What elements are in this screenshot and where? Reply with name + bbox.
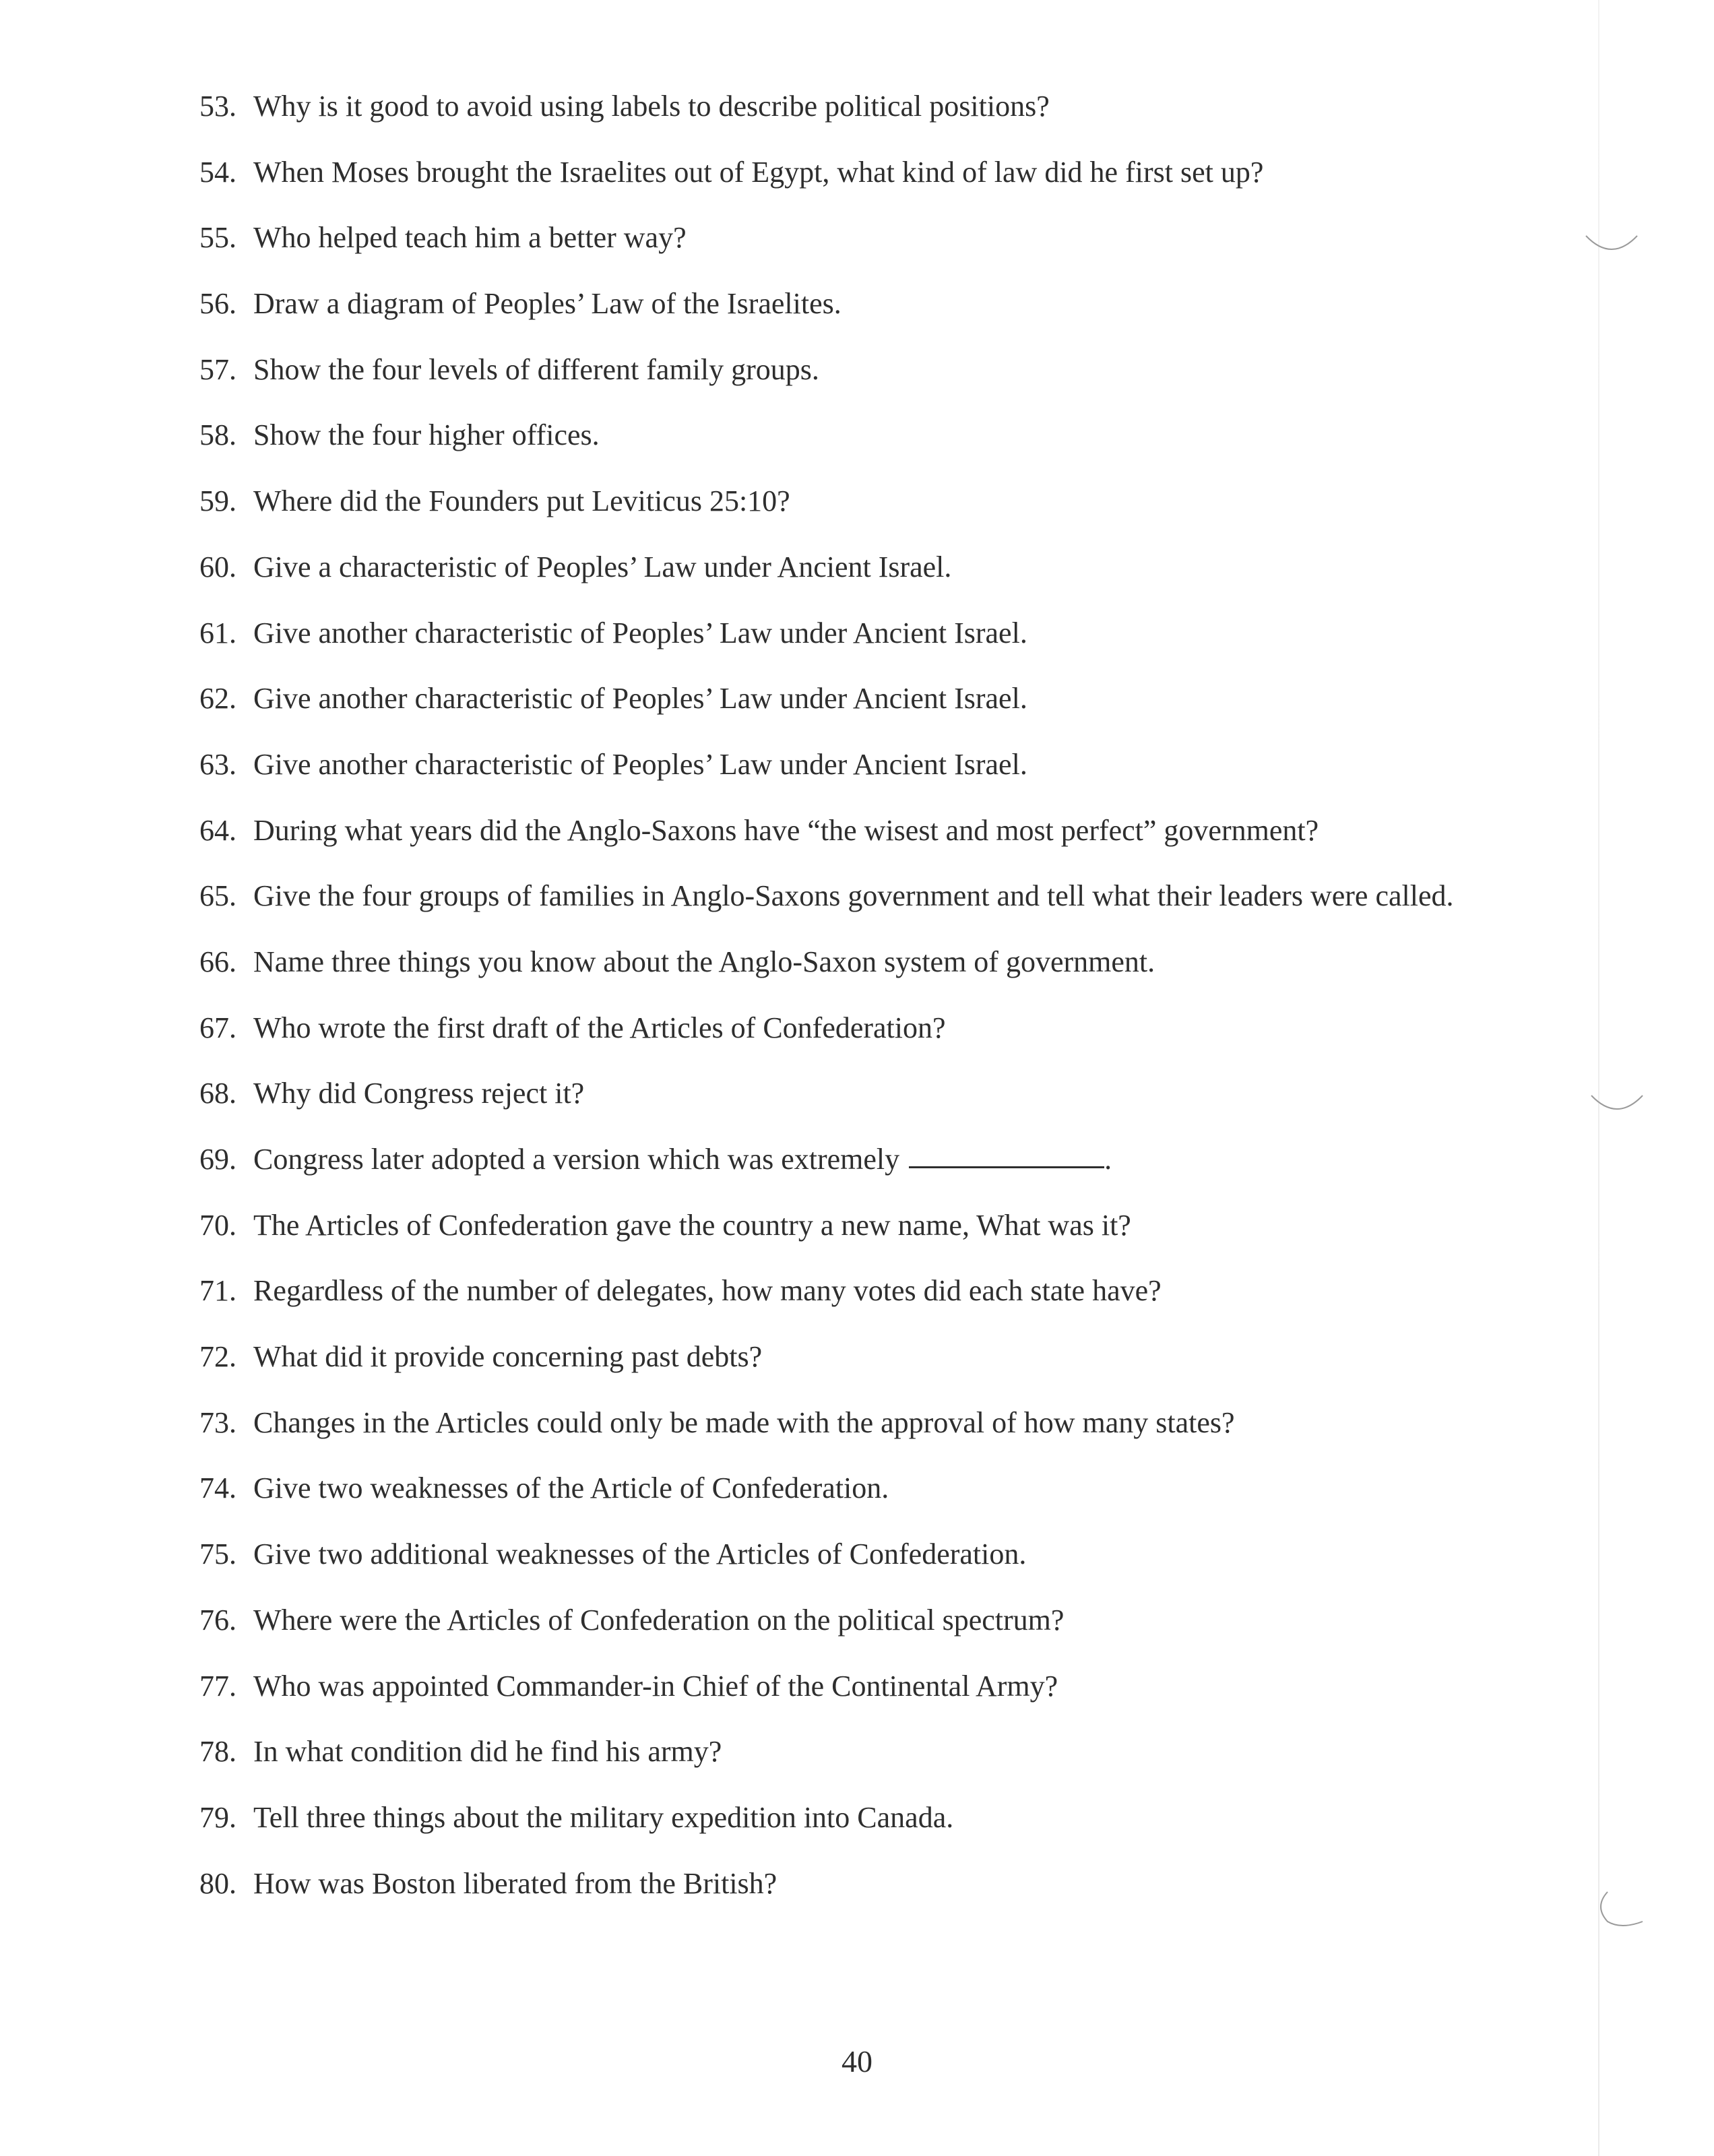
question-text: Give two weaknesses of the Article of Confederation. xyxy=(253,1471,889,1505)
question-item xyxy=(199,218,1547,284)
question-number: 56. xyxy=(199,287,236,321)
question-text: Why did Congress reject it? xyxy=(253,1077,585,1110)
question-text: When Moses brought the Israelites out of Egypt, what kind of law did he first set up? xyxy=(253,155,1264,189)
question-item xyxy=(199,547,1547,613)
question-number: 54. xyxy=(199,155,236,189)
question-text: During what years did the Anglo-Saxons have “the wisest and most perfect” government? xyxy=(253,813,1319,847)
question-item xyxy=(199,415,1547,481)
question-item xyxy=(199,1534,1547,1600)
question-text: Give two additional weaknesses of the Articles of Confederation. xyxy=(253,1537,1027,1571)
question-item xyxy=(199,284,1547,350)
question-text: Changes in the Articles could only be made with the approval of how many states? xyxy=(253,1405,1235,1439)
question-item xyxy=(199,1864,1547,1930)
question-number: 63. xyxy=(199,747,236,781)
question-item xyxy=(199,678,1547,744)
question-text: Give the four groups of families in Anglo-Saxons government and tell what their leaders were called. xyxy=(253,879,1454,913)
question-number: 68. xyxy=(199,1077,236,1110)
question-text: Tell three things about the military expedition into Canada. xyxy=(253,1800,954,1834)
binder-hole-icon xyxy=(1587,1886,1647,1930)
question-suffix: . xyxy=(1104,1143,1112,1176)
question-number: 64. xyxy=(199,813,236,847)
question-item xyxy=(199,942,1547,1008)
question-item xyxy=(199,811,1547,877)
question-number: 62. xyxy=(199,682,236,716)
answer-blank[interactable] xyxy=(909,1139,1104,1168)
question-number: 73. xyxy=(199,1405,236,1439)
question-number: 75. xyxy=(199,1537,236,1571)
question-text: How was Boston liberated from the British? xyxy=(253,1866,777,1900)
question-text: Show the four higher offices. xyxy=(253,418,600,452)
question-number: 65. xyxy=(199,879,236,913)
question-number: 53. xyxy=(199,90,236,123)
question-number: 78. xyxy=(199,1735,236,1769)
question-item xyxy=(199,876,1547,942)
question-text: Give another characteristic of Peoples’ Law under Ancient Israel. xyxy=(253,682,1027,716)
question-text: Where were the Articles of Confederation on the political spectrum? xyxy=(253,1603,1065,1637)
question-list xyxy=(199,86,1547,1929)
question-item xyxy=(199,86,1547,152)
question-number: 69. xyxy=(199,1143,236,1176)
question-text: The Articles of Confederation gave the country a new name, What was it? xyxy=(253,1208,1131,1242)
question-number: 77. xyxy=(199,1669,236,1703)
binder-hole-icon xyxy=(1582,216,1641,259)
question-item xyxy=(199,744,1547,811)
question-item xyxy=(199,1008,1547,1074)
question-number: 61. xyxy=(199,616,236,649)
question-number: 60. xyxy=(199,550,236,583)
question-text: In what condition did he find his army? xyxy=(253,1735,722,1769)
question-text: Draw a diagram of Peoples’ Law of the Israelites. xyxy=(253,287,842,321)
question-text: Regardless of the number of delegates, how many votes did each state have? xyxy=(253,1274,1162,1308)
question-text: Where did the Founders put Leviticus 25:10? xyxy=(253,484,790,518)
question-item xyxy=(199,1666,1547,1732)
question-item xyxy=(199,481,1547,547)
question-number: 79. xyxy=(199,1800,236,1834)
question-item xyxy=(199,1337,1547,1403)
question-text: Who wrote the first draft of the Articles of Confederation? xyxy=(253,1011,946,1044)
question-number: 66. xyxy=(199,945,236,978)
question-item xyxy=(199,350,1547,416)
question-number: 57. xyxy=(199,352,236,386)
question-number: 58. xyxy=(199,418,236,452)
question-text: Who helped teach him a better way? xyxy=(253,221,687,255)
question-item xyxy=(199,1798,1547,1864)
page-number: 40 xyxy=(842,2044,872,2079)
binder-hole-icon xyxy=(1587,1075,1647,1118)
question-number: 71. xyxy=(199,1274,236,1308)
question-number: 70. xyxy=(199,1208,236,1242)
question-text: Who was appointed Commander-in Chief of the Continental Army? xyxy=(253,1669,1058,1703)
question-number: 74. xyxy=(199,1471,236,1505)
question-item xyxy=(199,1073,1547,1139)
question-number: 80. xyxy=(199,1866,236,1900)
question-number: 59. xyxy=(199,484,236,518)
question-number: 76. xyxy=(199,1603,236,1637)
question-text: Give a characteristic of Peoples’ Law under Ancient Israel. xyxy=(253,550,952,583)
question-item xyxy=(199,152,1547,218)
question-text: Name three things you know about the Anglo-Saxon system of government. xyxy=(253,945,1155,978)
question-number: 67. xyxy=(199,1011,236,1044)
question-number: 72. xyxy=(199,1340,236,1374)
question-text: What did it provide concerning past debts? xyxy=(253,1340,763,1374)
question-text: Why is it good to avoid using labels to describe political positions? xyxy=(253,90,1050,123)
question-text: Show the four levels of different family groups. xyxy=(253,352,819,386)
question-item xyxy=(199,1205,1547,1271)
question-text: Congress later adopted a version which was extremely xyxy=(253,1143,900,1176)
question-text: Give another characteristic of Peoples’ Law under Ancient Israel. xyxy=(253,616,1027,649)
question-item xyxy=(199,613,1547,679)
question-item xyxy=(199,1139,1547,1205)
question-number: 55. xyxy=(199,221,236,255)
question-text: Give another characteristic of Peoples’ Law under Ancient Israel. xyxy=(253,747,1027,781)
question-item xyxy=(199,1600,1547,1666)
question-item xyxy=(199,1271,1547,1337)
question-item xyxy=(199,1403,1547,1469)
question-item xyxy=(199,1732,1547,1798)
question-item xyxy=(199,1468,1547,1534)
